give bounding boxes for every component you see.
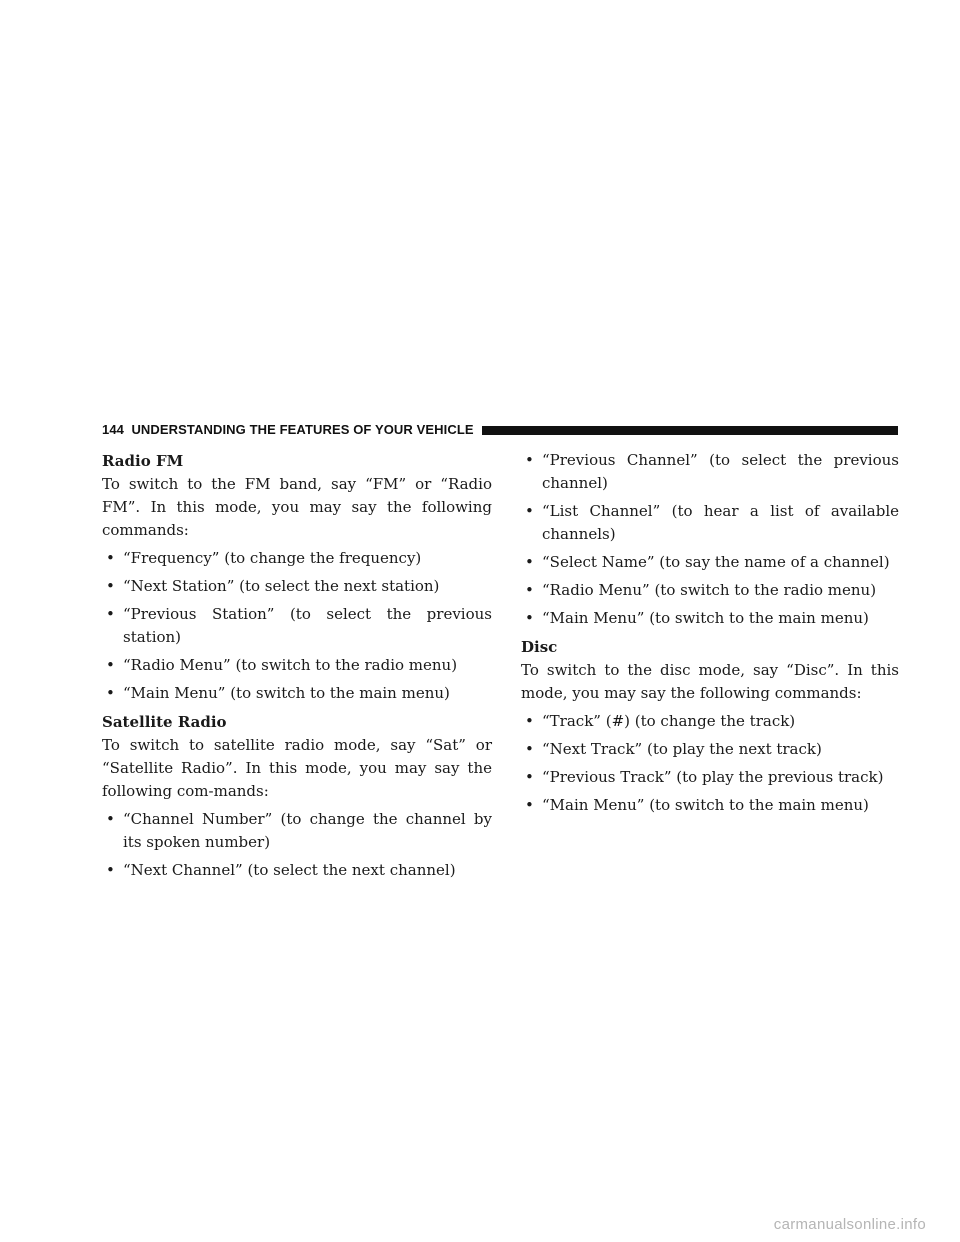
list-item-text: “Next Track” (to play the next track): [542, 740, 822, 758]
list-item: [102, 859, 492, 882]
list-item: [102, 603, 492, 649]
command-list-continued: [521, 449, 899, 630]
chapter-title: UNDERSTANDING THE FEATURES OF YOUR VEHICLE: [131, 421, 474, 437]
bullet-icon: •: [525, 553, 534, 571]
list-item: [521, 500, 899, 546]
command-list: [102, 808, 492, 882]
list-item-text: “Previous Channel” (to select the previous channel): [542, 451, 899, 492]
list-item-text: “Channel Number” (to change the channel by its spoken number): [123, 810, 492, 851]
list-item: [521, 449, 899, 495]
header-rule: [482, 426, 898, 435]
list-item: [102, 808, 492, 854]
bullet-icon: •: [525, 451, 534, 469]
section-heading: Radio FM: [102, 452, 184, 470]
bullet-icon: •: [525, 502, 534, 520]
section-disc: [521, 635, 899, 817]
watermark: carmanualsonline.info: [773, 1216, 926, 1233]
list-item: [521, 607, 899, 630]
list-item-text: “Next Channel” (to select the next channel): [123, 861, 456, 879]
list-item: [102, 654, 492, 677]
list-item-text: “Main Menu” (to switch to the main menu): [542, 796, 869, 814]
section-radio-fm: [102, 449, 492, 705]
bullet-icon: •: [106, 684, 115, 702]
right-column: [521, 449, 899, 822]
list-item-text: “Main Menu” (to switch to the main menu): [123, 684, 450, 702]
list-item: [102, 682, 492, 705]
list-item-text: “Main Menu” (to switch to the main menu): [542, 609, 869, 627]
page-number: 144: [102, 421, 124, 437]
list-item-text: “Select Name” (to say the name of a channel): [542, 553, 890, 571]
list-item: [521, 738, 899, 761]
list-item: [102, 547, 492, 570]
list-item: [102, 575, 492, 598]
list-item: [521, 794, 899, 817]
bullet-icon: •: [106, 861, 115, 879]
list-item-text: “Radio Menu” (to switch to the radio menu): [123, 656, 458, 674]
bullet-icon: •: [525, 581, 534, 599]
bullet-icon: •: [525, 712, 534, 730]
list-item-text: “Next Station” (to select the next station): [123, 577, 440, 595]
list-item: [521, 579, 899, 602]
bullet-icon: •: [525, 796, 534, 814]
bullet-icon: •: [525, 740, 534, 758]
list-item-text: “List Channel” (to hear a list of available channels): [542, 502, 899, 543]
command-list: [521, 710, 899, 817]
page-header-text: [102, 422, 474, 437]
section-intro: To switch to satellite radio mode, say “Sat” or “Satellite Radio”. In this mode, you may say the following com-mands:: [102, 736, 492, 800]
list-item-text: “Previous Track” (to play the previous track): [542, 768, 884, 786]
bullet-icon: •: [525, 609, 534, 627]
bullet-icon: •: [525, 768, 534, 786]
list-item-text: “Previous Station” (to select the previous station): [123, 605, 492, 646]
section-heading: Disc: [521, 638, 558, 656]
list-item: [521, 766, 899, 789]
section-intro: To switch to the FM band, say “FM” or “Radio FM”. In this mode, you may say the following commands:: [102, 475, 492, 539]
section-heading: Satellite Radio: [102, 713, 227, 731]
bullet-icon: •: [106, 810, 115, 828]
list-item-text: “Track” (#) (to change the track): [542, 712, 796, 730]
list-item: [521, 710, 899, 733]
bullet-icon: •: [106, 549, 115, 567]
command-list: [102, 547, 492, 705]
list-item-text: “Radio Menu” (to switch to the radio menu): [542, 581, 877, 599]
left-column: [102, 449, 492, 887]
section-intro: To switch to the disc mode, say “Disc”. In this mode, you may say the following commands:: [521, 661, 899, 702]
list-item-text: “Frequency” (to change the frequency): [123, 549, 422, 567]
section-satellite-radio: [102, 710, 492, 882]
bullet-icon: •: [106, 656, 115, 674]
list-item: [521, 551, 899, 574]
page-header: [102, 419, 898, 439]
bullet-icon: •: [106, 605, 115, 623]
bullet-icon: •: [106, 577, 115, 595]
